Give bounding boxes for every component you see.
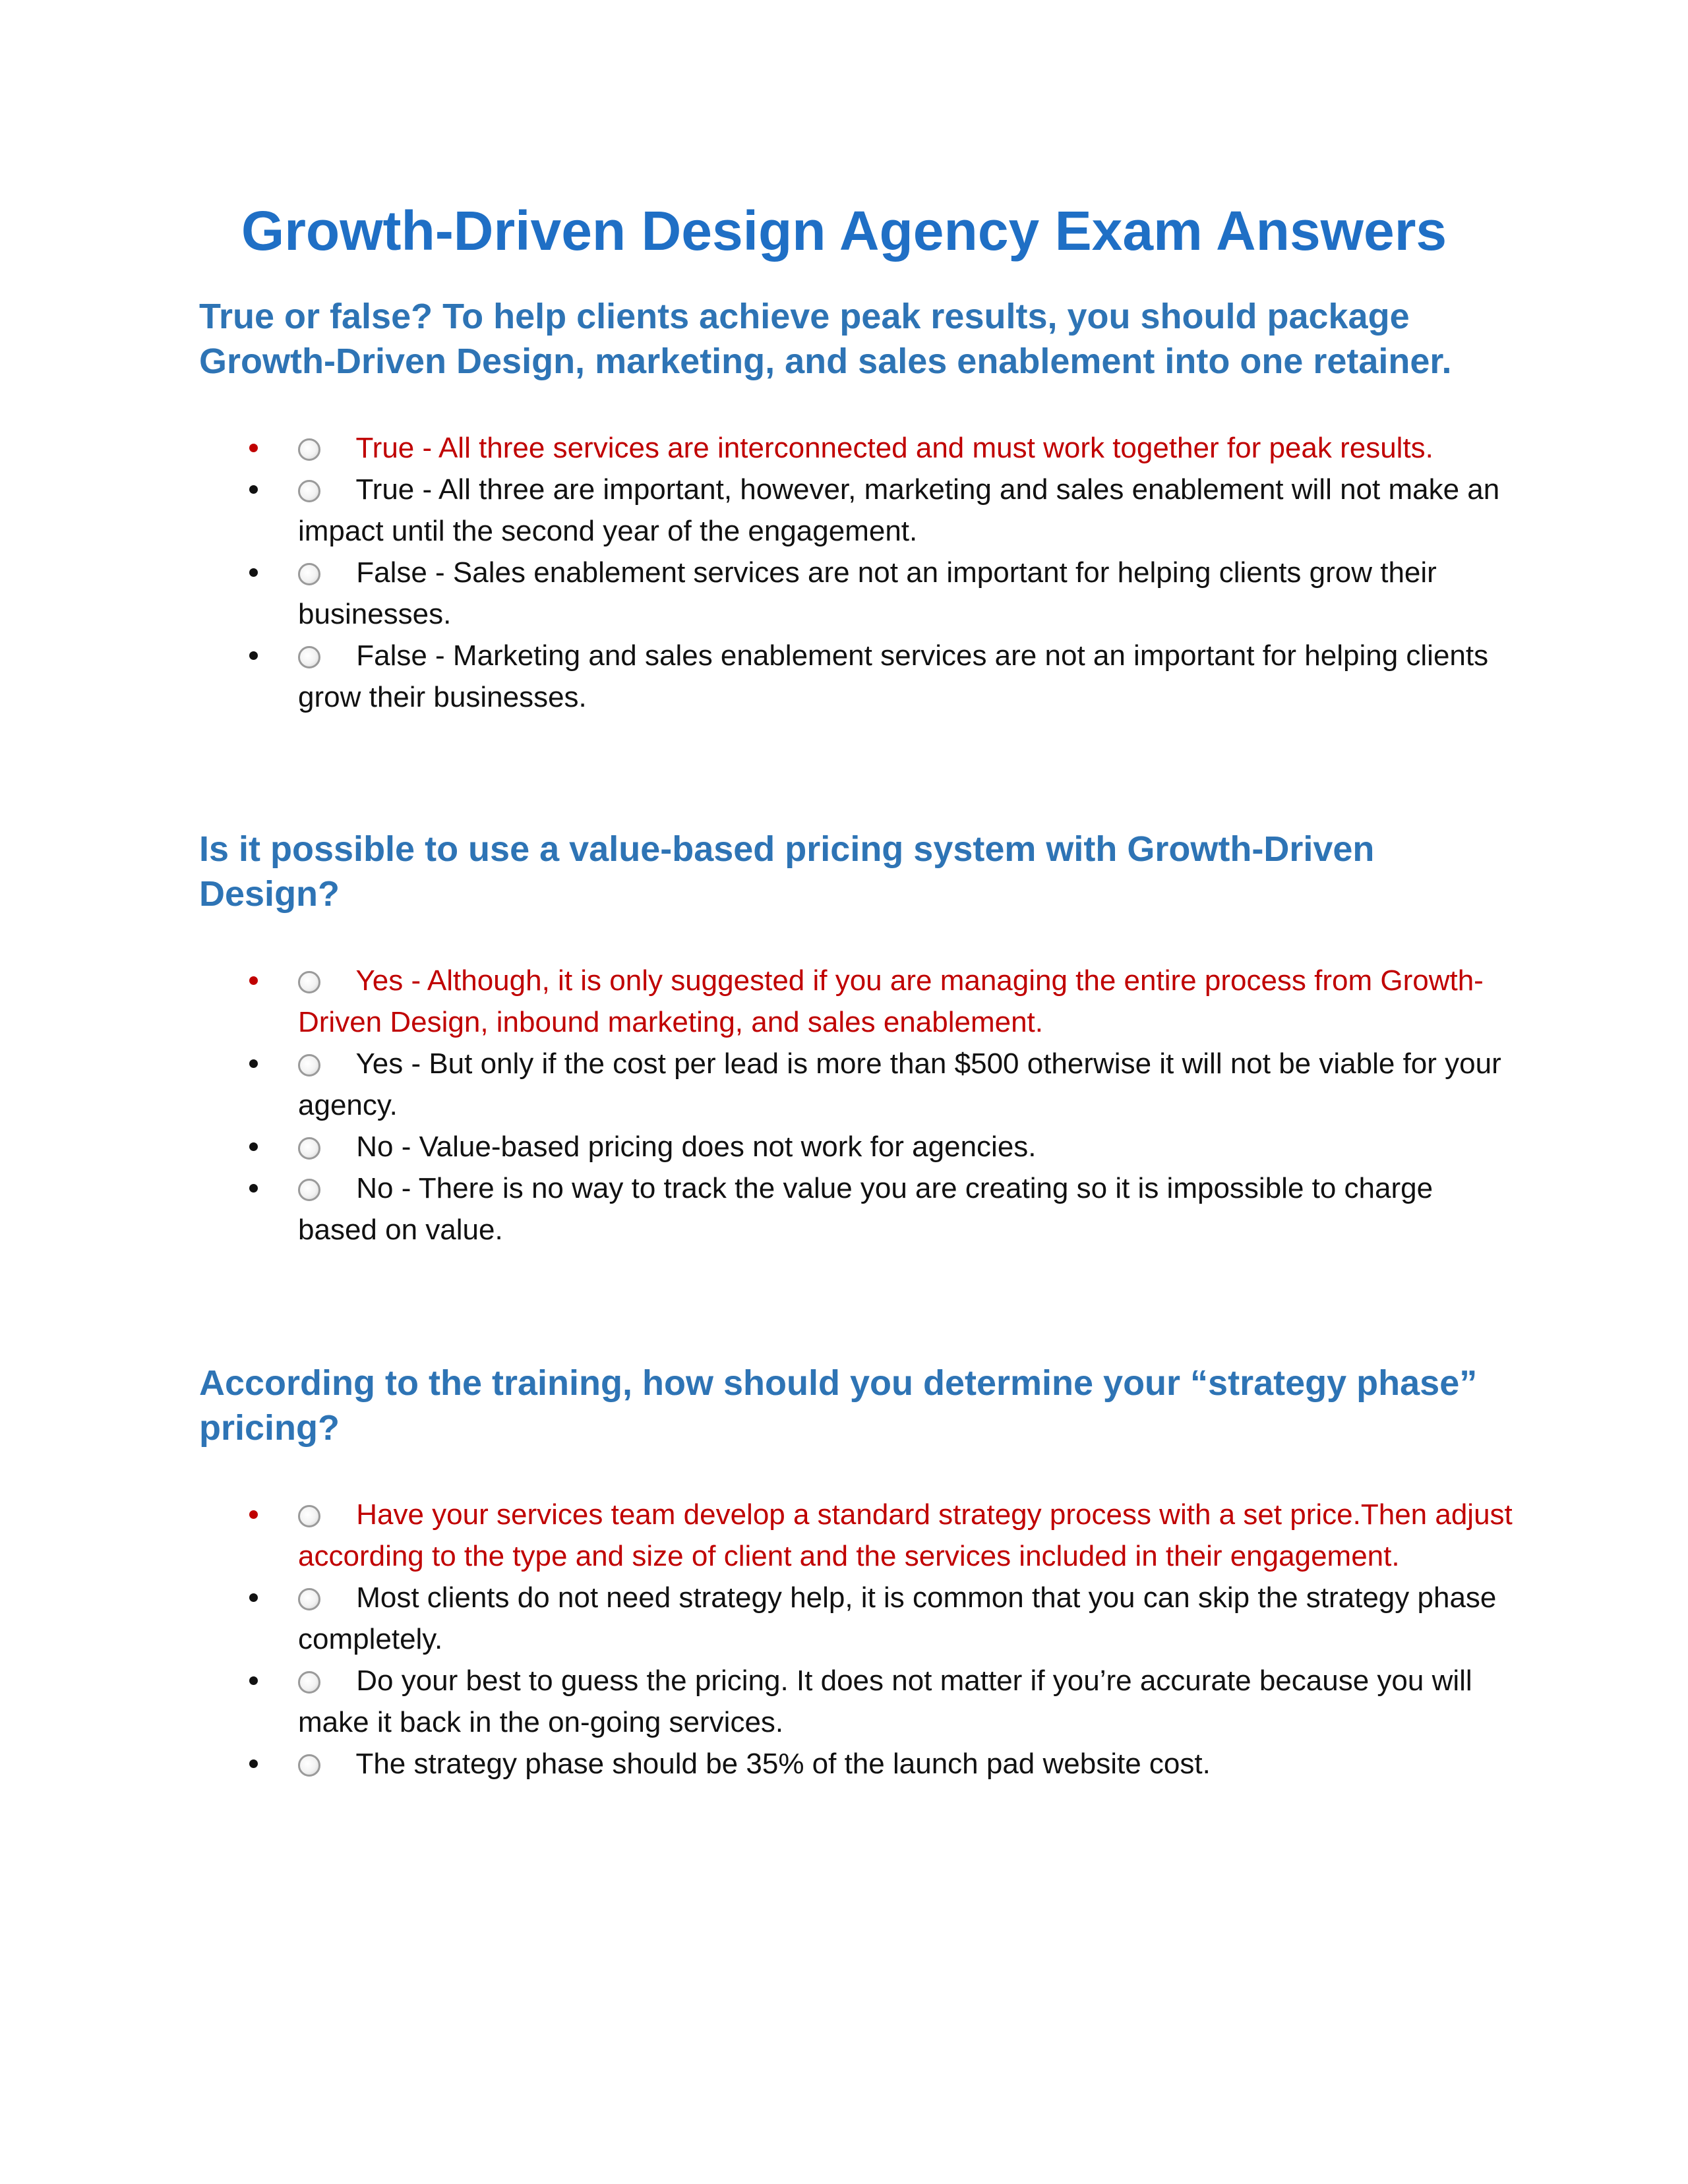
answer-option xyxy=(199,552,1518,635)
answer-options xyxy=(199,1494,1518,1785)
page-title: Growth-Driven Design Agency Exam Answers xyxy=(241,200,1447,262)
bullet-icon xyxy=(247,552,260,593)
answer-options xyxy=(199,960,1518,1251)
answer-option xyxy=(199,1577,1518,1660)
radio-button-icon[interactable] xyxy=(298,1505,320,1527)
radio-button-icon[interactable] xyxy=(298,1054,320,1077)
answer-option xyxy=(199,635,1518,718)
bullet-icon xyxy=(247,1167,260,1209)
radio-button-icon[interactable] xyxy=(298,1137,320,1160)
radio-button-icon[interactable] xyxy=(298,1588,320,1610)
answer-option xyxy=(199,1043,1518,1126)
bullet-icon xyxy=(247,1043,260,1084)
radio-button-icon[interactable] xyxy=(298,1754,320,1777)
bullet-icon xyxy=(247,1743,260,1785)
radio-button-icon[interactable] xyxy=(298,971,320,993)
answer-option-text: No - Value-based pricing does not work for agencies. xyxy=(356,1131,1037,1163)
answer-option xyxy=(199,469,1518,552)
answer-option xyxy=(199,960,1518,1043)
answer-option-text: Have your services team develop a standard strategy process with a set price.Then adjust according to the type and size of client and the services included in their engagement. xyxy=(298,1498,1513,1572)
question-text: According to the training, how should you determine your “strategy phase” pricing? xyxy=(199,1363,1478,1448)
answer-option-text: Yes - Although, it is only suggested if you are managing the entire process from Growth-Driven Design, inbound marketing, and sales enablement. xyxy=(298,964,1484,1038)
bullet-icon xyxy=(247,1577,260,1618)
answer-option-text: False - Marketing and sales enablement services are not an important for helping clients grow their businesses. xyxy=(298,639,1489,713)
radio-button-icon[interactable] xyxy=(298,1179,320,1201)
answer-options xyxy=(199,427,1518,718)
radio-button-icon[interactable] xyxy=(298,1671,320,1694)
radio-button-icon[interactable] xyxy=(298,646,320,668)
answer-option-text: Most clients do not need strategy help, it is common that you can skip the strategy phase completely. xyxy=(298,1581,1497,1655)
answer-option xyxy=(199,1743,1518,1785)
bullet-icon xyxy=(247,1494,260,1535)
answer-option xyxy=(199,427,1518,469)
bullet-icon xyxy=(247,427,260,469)
answer-option-text: False - Sales enablement services are not an important for helping clients grow their businesses. xyxy=(298,556,1437,630)
answer-option-text: Yes - But only if the cost per lead is more than $500 otherwise it will not be viable for your agency. xyxy=(298,1048,1501,1121)
bullet-icon xyxy=(247,1126,260,1167)
question-text: Is it possible to use a value-based pricing system with Growth-Driven Design? xyxy=(199,829,1375,914)
answer-option-text: No - There is no way to track the value you are creating so it is impossible to charge based on value. xyxy=(298,1172,1433,1246)
radio-button-icon[interactable] xyxy=(298,438,320,461)
answer-option xyxy=(199,1167,1518,1251)
answer-option-text: Do your best to guess the pricing. It does not matter if you’re accurate because you will make it back in the on-going services. xyxy=(298,1665,1472,1738)
bullet-icon xyxy=(247,469,260,510)
answer-option xyxy=(199,1494,1518,1577)
radio-button-icon[interactable] xyxy=(298,563,320,585)
bullet-icon xyxy=(247,960,260,1001)
bullet-icon xyxy=(247,635,260,676)
answer-option-text: True - All three services are interconnected and must work together for peak results. xyxy=(355,432,1433,464)
answer-option xyxy=(199,1660,1518,1743)
question-text: True or false? To help clients achieve peak results, you should package Growth-Driven Design, marketing, and sales enablement into one retainer. xyxy=(199,297,1452,381)
bullet-icon xyxy=(247,1660,260,1701)
answer-option xyxy=(199,1126,1518,1167)
answer-option-text: The strategy phase should be 35% of the launch pad website cost. xyxy=(355,1748,1211,1780)
radio-button-icon[interactable] xyxy=(298,480,320,502)
answer-option-text: True - All three are important, however, marketing and sales enablement will not make an impact until the second year of the engagement. xyxy=(298,473,1500,547)
